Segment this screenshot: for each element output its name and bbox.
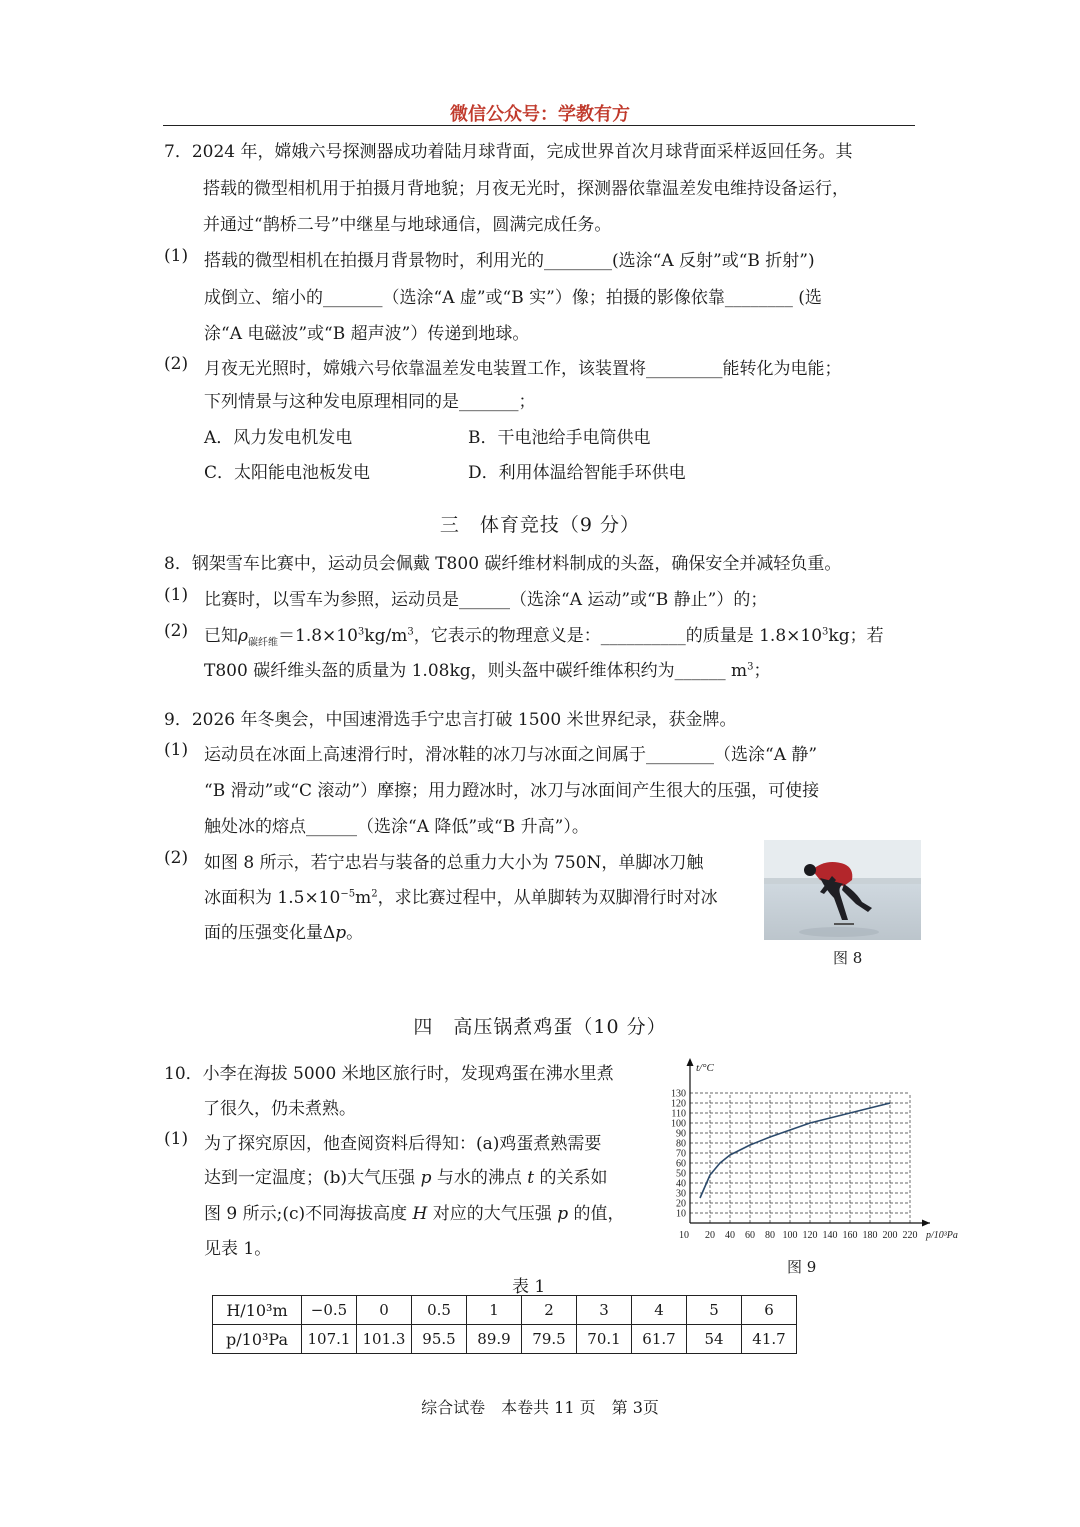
x-tick-label: 140: [822, 1230, 838, 1241]
table-row-height: [213, 1296, 797, 1325]
q8-part1-number: (1): [164, 585, 189, 605]
q10-part1-number: (1): [164, 1129, 189, 1149]
table-cell: 5: [687, 1296, 742, 1325]
q7-part1-line-2: 成倒立、缩小的_______（选涂“A 虚”或“B 实”）像；拍摄的影像依靠________ (选: [204, 288, 822, 308]
q9-part2-number: (2): [164, 848, 189, 868]
q7-option-b: B．干电池给手电筒供电: [468, 428, 651, 448]
table-cell: 41.7: [742, 1325, 797, 1354]
x-tick-label: 120: [802, 1230, 818, 1241]
q10-part1-line-1: 为了探究原因，他查阅资料后得知：(a)鸡蛋煮熟需要: [204, 1134, 602, 1154]
y-tick-label: 100: [671, 1118, 686, 1130]
q8-part2-line-2: T800 碳纤维头盔的质量为 1.08kg，则头盔中碳纤维体积约为______ $m^3$；: [204, 661, 771, 681]
q10-part1-line-3: 图 9 所示;(c)不同海拔高度 H 对应的大气压强 p 的值，: [204, 1204, 625, 1224]
speed-skater-photo: [764, 840, 921, 940]
q9-line: 9．2026 年冬奥会，中国速滑选手宁忠言打破 1500 米世界纪录，获金牌。: [164, 710, 737, 730]
header-rule: [163, 125, 915, 126]
section-4-title: 四 高压锅煮鸡蛋（10 分）: [413, 1016, 667, 1038]
y-tick-label: 110: [671, 1108, 686, 1120]
x-tick-label: 20: [705, 1230, 715, 1241]
table-cell: 4: [632, 1296, 687, 1325]
y-tick-label: 20: [676, 1198, 686, 1210]
y-axis-label: t/°C: [696, 1062, 714, 1074]
q8-part2-line-1: 已知$\rho_{碳纤维}=1.8\times 10^3kg/m^3$，它表示的物理意义是：__________的质量是 $1.8\times 10^3kg$；若: [204, 626, 884, 649]
q8-line: 8．钢架雪车比赛中，运动员会佩戴 T800 碳纤维材料制成的头盔，确保安全并减轻负重。: [164, 554, 842, 574]
y-tick-label: 60: [676, 1158, 686, 1170]
section-3-title: 三 体育竞技（9 分）: [439, 514, 641, 536]
table-row-header-h: H/10³m: [213, 1296, 302, 1325]
figure-8-caption: 图 8: [833, 949, 863, 967]
y-tick-label: 30: [676, 1188, 686, 1200]
y-tick-label: 40: [676, 1178, 686, 1190]
y-tick-label: 120: [671, 1098, 686, 1110]
x-tick-label: 160: [842, 1230, 858, 1241]
table-cell: 3: [577, 1296, 632, 1325]
page-footer: 综合试卷 本卷共 11 页 第 3页: [421, 1398, 659, 1417]
q7-option-c: C．太阳能电池板发电: [204, 463, 371, 483]
table-cell: 0: [357, 1296, 412, 1325]
q7-part1-line-3: 涂“A 电磁波”或“B 超声波”）传递到地球。: [204, 324, 530, 344]
figure-9-caption: 图 9: [787, 1258, 817, 1276]
q7-part2-number: (2): [164, 354, 189, 374]
q7-option-a: A．风力发电机发电: [204, 428, 353, 448]
q7-part2-line-2: 下列情景与这种发电原理相同的是_______；: [204, 392, 536, 412]
x-tick-label: 180: [862, 1230, 878, 1241]
table-cell: 61.7: [632, 1325, 687, 1354]
y-tick-label: 90: [676, 1128, 686, 1140]
boiling-point-chart-svg: [660, 1056, 970, 1256]
q9-part2-line-2: 冰面积为 $1.5\times 10^{-5}m^2$，求比赛过程中，从单脚转为双脚滑行时对冰: [204, 888, 718, 908]
q8-part1-line: 比赛时，以雪车为参照，运动员是______（选涂“A 运动”或“B 静止”）的；: [204, 590, 768, 610]
x-tick-label: 200: [882, 1230, 898, 1241]
q9-part1-line-2: “B 滑动”或“C 滚动”）摩擦；用力蹬冰时，冰刀与冰面间产生很大的压强，可使接: [204, 781, 820, 801]
q10-line-1: 10．小李在海拔 5000 米地区旅行时，发现鸡蛋在沸水里煮: [164, 1064, 614, 1084]
table-cell: 0.5: [412, 1296, 467, 1325]
q7-line-2: 搭载的微型相机用于拍摄月背地貌；月夜无光时，探测器依靠温差发电维持设备运行，: [203, 179, 849, 199]
table-cell: 79.5: [522, 1325, 577, 1354]
q7-option-d: D．利用体温给智能手环供电: [468, 463, 686, 483]
q9-part1-number: (1): [164, 740, 189, 760]
table-cell: 89.9: [467, 1325, 522, 1354]
q8-part2-number: (2): [164, 621, 189, 641]
x-tick-label: 40: [725, 1230, 735, 1241]
table-1-caption: 表 1: [512, 1277, 546, 1297]
q7-line-3: 并通过“鹊桥二号”中继星与地球通信，圆满完成任务。: [203, 215, 612, 235]
table-cell: −0.5: [302, 1296, 357, 1325]
y-axis-arrow: [687, 1058, 694, 1066]
table-cell: 107.1: [302, 1325, 357, 1354]
table-cell: 70.1: [577, 1325, 632, 1354]
q9-part2-line-1: 如图 8 所示，若宁忠岩与装备的总重力大小为 750N，单脚冰刀触: [204, 853, 704, 873]
x-tick-label: 100: [782, 1230, 798, 1241]
page-header-title: 微信公众号：学教有方: [450, 104, 630, 125]
y-tick-label: 10: [676, 1208, 686, 1220]
y-tick-label: 70: [676, 1148, 686, 1160]
table-row-header-p: p/10³Pa: [213, 1325, 302, 1354]
x-axis-label: p/10³Pa: [926, 1230, 958, 1241]
table-cell: 95.5: [412, 1325, 467, 1354]
q9-part1-line-1: 运动员在冰面上高速滑行时，滑冰鞋的冰刀与冰面之间属于________（选涂“A 静”: [204, 745, 818, 765]
q10-line-2: 了很久，仍未煮熟。: [203, 1099, 356, 1119]
table-cell: 2: [522, 1296, 577, 1325]
q9-part2-line-3: 面的压强变化量Δp。: [204, 923, 364, 943]
q7-part2-line-1: 月夜无光照时，嫦娥六号依靠温差发电装置工作，该装置将_________能转化为电能；: [204, 359, 842, 379]
table-1: [212, 1295, 797, 1354]
q7-line-1: 7．2024 年，嫦娥六号探测器成功着陆月球背面，完成世界首次月球背面采样返回任务。其: [164, 142, 853, 162]
x-tick-label: 60: [745, 1230, 755, 1241]
table-cell: 101.3: [357, 1325, 412, 1354]
table-row-pressure: [213, 1325, 797, 1354]
y-tick-label: 130: [671, 1088, 686, 1100]
table-cell: 1: [467, 1296, 522, 1325]
x-axis-arrow: [922, 1220, 930, 1227]
y-tick-label: 80: [676, 1138, 686, 1150]
q7-part1-line-1: 搭载的微型相机在拍摄月背景物时，利用光的________(选涂“A 反射”或“B 折射”): [204, 251, 815, 271]
q10-part1-line-4: 见表 1。: [204, 1239, 272, 1259]
table-cell: 6: [742, 1296, 797, 1325]
q7-part1-number: (1): [164, 246, 189, 266]
y-tick-label: 50: [676, 1168, 686, 1180]
x-tick-label: 10: [679, 1230, 689, 1241]
table-cell: 54: [687, 1325, 742, 1354]
x-tick-label: 80: [765, 1230, 775, 1241]
figure-9-chart: [660, 1056, 970, 1256]
x-tick-label: 220: [902, 1230, 918, 1241]
boiling-point-curve: [700, 1103, 890, 1198]
q10-part1-line-2: 达到一定温度；(b)大气压强 p 与水的沸点 t 的关系如: [204, 1168, 608, 1188]
q9-part1-line-3: 触处冰的熔点______（选涂“A 降低”或“B 升高”）。: [204, 817, 589, 837]
